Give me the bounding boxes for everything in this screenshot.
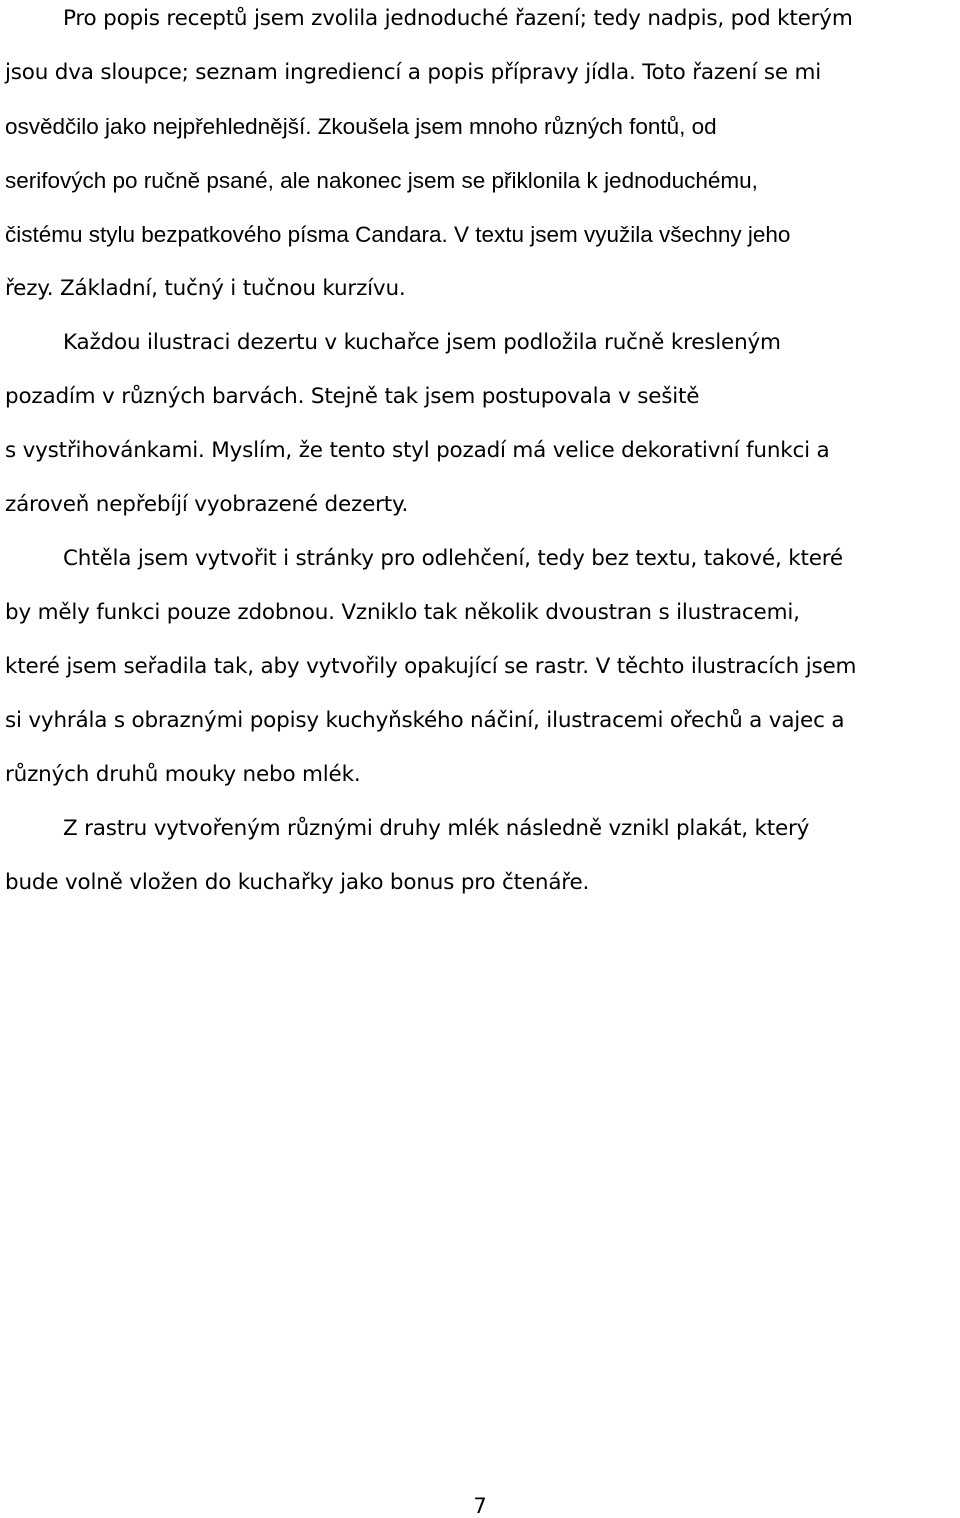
page-number: 7 [473, 1494, 487, 1518]
paragraph-line: řezy. Základní, tučný i tučnou kurzívu. [5, 276, 406, 301]
paragraph-line: bude volně vložen do kuchařky jako bonus pro čtenáře. [5, 870, 590, 895]
paragraph-line: čistému stylu bezpatkového písma Candara. V textu jsem využila všechny jeho [5, 222, 791, 247]
paragraph-line: s vystřihovánkami. Myslím, že tento styl pozadí má velice dekorativní funkci a [5, 438, 830, 463]
paragraph-line: serifových po ručně psané, ale nakonec jsem se přiklonila k jednoduchému, [5, 168, 758, 193]
paragraph-line: Chtěla jsem vytvořit i stránky pro odlehčení, tedy bez textu, takové, které [63, 546, 843, 571]
paragraph-line: pozadím v různých barvách. Stejně tak jsem postupovala v sešitě [5, 384, 700, 409]
paragraph-line: různých druhů mouky nebo mlék. [5, 762, 361, 787]
paragraph-line: by měly funkci pouze zdobnou. Vzniklo tak několik dvoustran s ilustracemi, [5, 600, 800, 625]
paragraph-line: které jsem seřadila tak, aby vytvořily opakující se rastr. V těchto ilustracích jsem [5, 654, 857, 679]
paragraph-line: si vyhrála s obraznými popisy kuchyňského náčiní, ilustracemi ořechů a vajec a [5, 708, 845, 733]
paragraph-line: jsou dva sloupce; seznam ingrediencí a popis přípravy jídla. Toto řazení se mi [5, 60, 822, 85]
paragraph-line: zároveň nepřebíjí vyobrazené dezerty. [5, 492, 409, 517]
paragraph-line: Z rastru vytvořeným různými druhy mlék následně vznikl plakát, který [63, 816, 810, 841]
paragraph-line: Každou ilustraci dezertu v kuchařce jsem podložila ručně kresleným [63, 330, 781, 355]
paragraph-line: Pro popis receptů jsem zvolila jednoduché řazení; tedy nadpis, pod kterým [63, 6, 853, 31]
paragraph-line: osvědčilo jako nejpřehlednější. Zkoušela jsem mnoho různých fontů, od [5, 114, 717, 139]
